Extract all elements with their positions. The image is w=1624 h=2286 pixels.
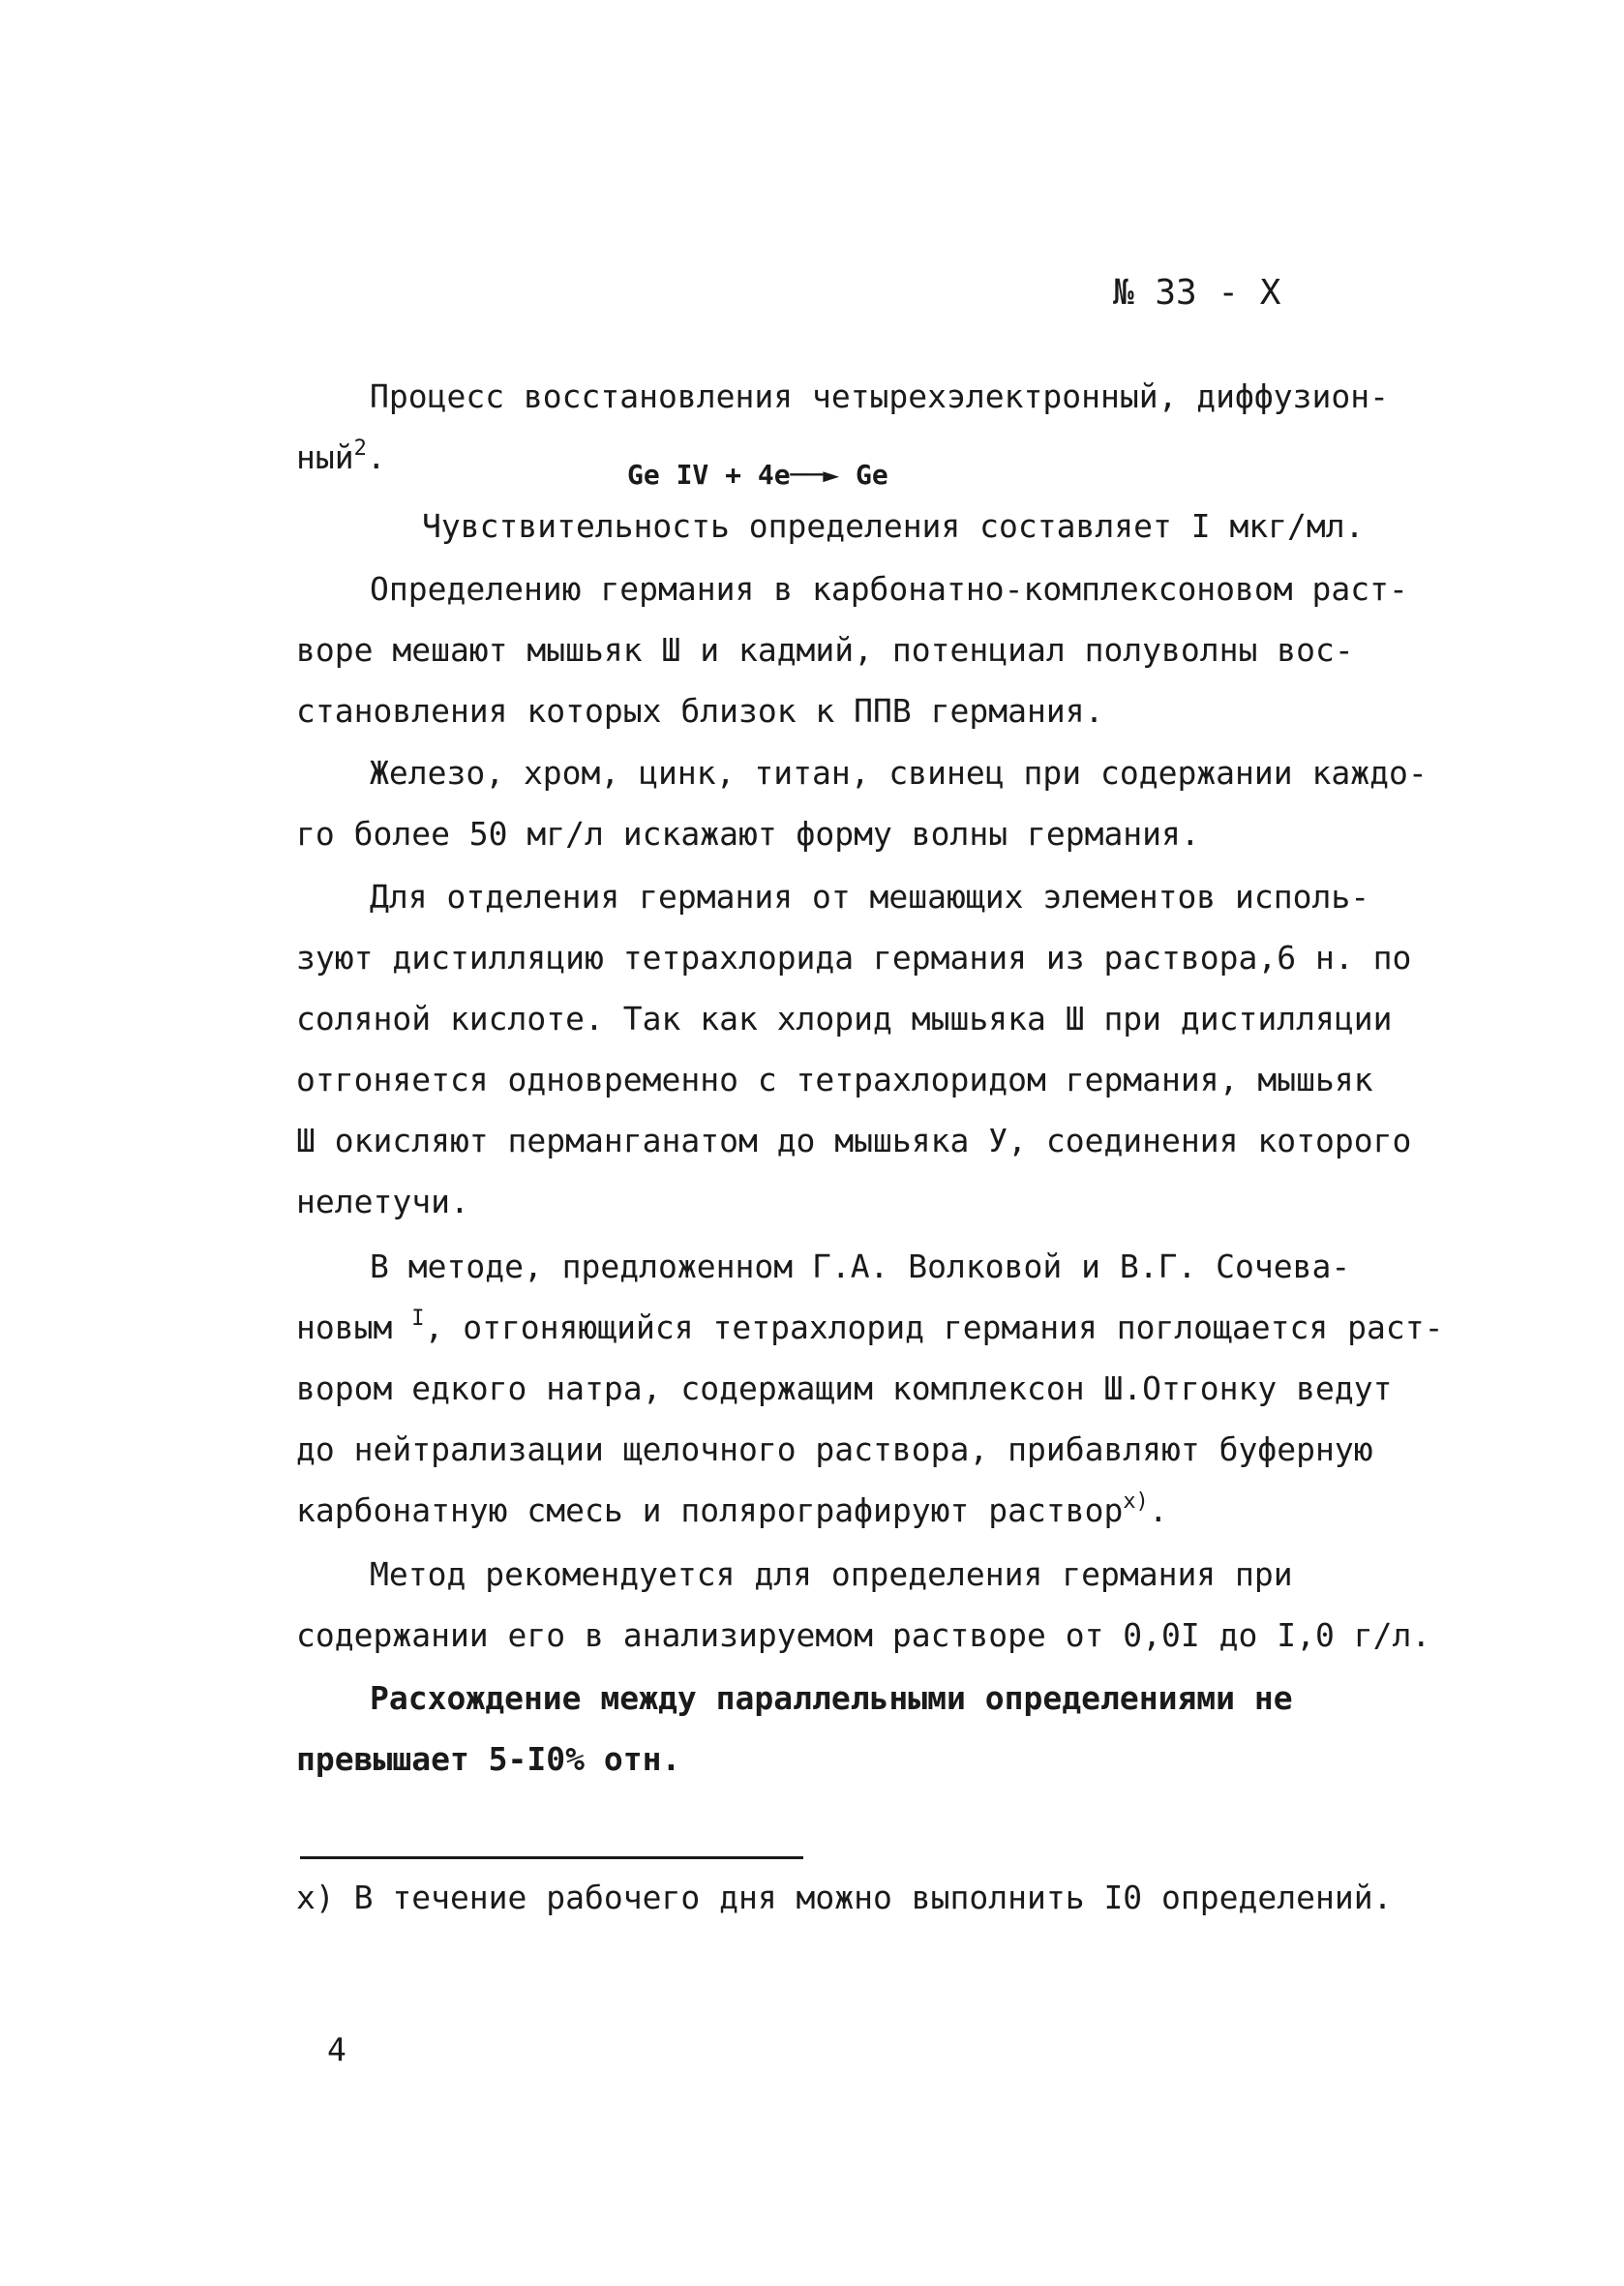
document-number: № 33 - Х: [1113, 273, 1281, 313]
page-number: 4: [327, 2030, 346, 2068]
text-line: Чувствительность определения составляет I мкг/мл.: [422, 507, 1365, 545]
footnote-divider: [300, 1856, 803, 1859]
text-line: Железо, хром, цинк, титан, свинец при содержании каждо-: [370, 754, 1428, 792]
text-line: вором едкого натра, содержащим комплексон Ш.Отгонку ведут: [296, 1369, 1393, 1407]
text-line: становления которых близок к ППВ германия.: [296, 692, 1104, 730]
text-line: зуют дистилляцию тетрахлорида германия из раствора,6 н. по: [296, 939, 1412, 977]
superscript: х): [1123, 1489, 1149, 1514]
text-line: Ш окисляют перманганатом до мышьяка У, соединения которого: [296, 1122, 1412, 1159]
superscript: 2: [353, 436, 367, 461]
text-line: воре мешают мышьяк Ш и кадмий, потенциал полуволны вос-: [296, 631, 1354, 669]
text-line: го более 50 мг/л искажают форму волны германия.: [296, 815, 1200, 853]
text-line: нелетучи.: [296, 1183, 469, 1220]
text-line: до нейтрализации щелочного раствора, прибавляют буферную: [296, 1430, 1373, 1468]
text-line: содержании его в анализируемом растворе от 0,0I до I,0 г/л.: [296, 1616, 1431, 1654]
text-line: карбонатную смесь и полярографируют раствор$^{х)}$.: [296, 1489, 1168, 1529]
text-line: В методе, предложенном Г.А. Волковой и В.Г. Сочева-: [370, 1248, 1351, 1285]
text-line: Для отделения германия от мешающих элементов исполь-: [370, 878, 1370, 916]
text-line: превышает 5-I0% отн.: [296, 1740, 681, 1778]
text-line: Расхождение между параллельными определениями не: [370, 1679, 1293, 1717]
text-line: соляной кислоте. Так как хлорид мышьяка Ш при дистилляции: [296, 1000, 1393, 1038]
footnote: х) В течение рабочего дня можно выполнить I0 определений.: [296, 1879, 1393, 1916]
text-line: Определению германия в карбонатно-комплексоновом раст-: [370, 570, 1408, 608]
text-line: Метод рекомендуется для определения германия при: [370, 1555, 1293, 1593]
text-line: новым $^I$, отгоняющийся тетрахлорид германия поглощается раст-: [296, 1307, 1444, 1346]
superscript: I: [411, 1307, 425, 1331]
text-line: отгоняется одновременно с тетрахлоридом германия, мышьяк: [296, 1061, 1373, 1098]
text-line: Процесс восстановления четырехэлектронный, диффузион-: [370, 377, 1389, 415]
chemical-equation: Ge IV + 4e──► Ge: [627, 459, 888, 491]
text-line: ный$^2$.: [296, 436, 386, 476]
